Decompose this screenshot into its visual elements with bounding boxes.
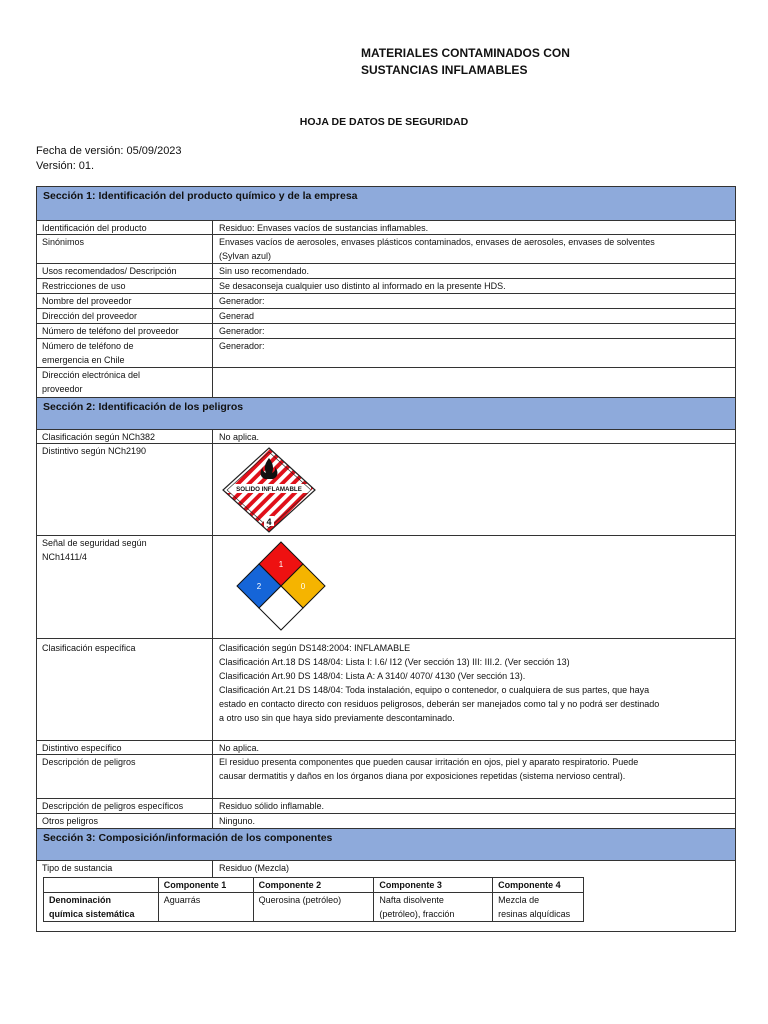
row-label bbox=[37, 536, 213, 638]
classification-line: Clasificación Art.90 DS 148/04: Lista A: A 3140/ 4070/ 4130 (Ver sección 13). bbox=[219, 671, 526, 681]
components-header: Componente 2 bbox=[253, 878, 374, 893]
placard-class-number: 4 bbox=[266, 517, 272, 527]
table-row bbox=[37, 741, 735, 755]
components-header-corner bbox=[44, 878, 159, 893]
row-value bbox=[213, 444, 735, 535]
row-value: Sin uso recomendado. bbox=[219, 266, 310, 276]
table-row bbox=[37, 444, 735, 536]
row-label: Clasificación específica bbox=[37, 639, 213, 740]
row-label: Tipo de sustancia bbox=[37, 861, 213, 877]
nfpa-instability-value: 0 bbox=[300, 582, 306, 591]
row-label: Identificación del producto bbox=[37, 221, 213, 234]
row-value-line: El residuo presenta componentes que pueden causar irritación en ojos, piel y aparato respiratorio. Puede bbox=[219, 757, 639, 767]
table-row bbox=[37, 814, 735, 828]
table-row bbox=[37, 221, 735, 235]
component-cell-line: Aguarrás bbox=[163, 895, 201, 905]
row-label-line: emergencia en Chile bbox=[42, 355, 125, 365]
document-title-line-2: SUSTANCIAS INFLAMABLES bbox=[361, 63, 528, 77]
document-title bbox=[361, 45, 681, 79]
table-row bbox=[37, 339, 735, 368]
table-row bbox=[44, 893, 584, 922]
table-row bbox=[37, 861, 735, 877]
table-row bbox=[37, 639, 735, 741]
classification-line: Clasificación Art.18 DS 148/04: Lista I: I.6/ I12 (Ver sección 13) III: III.2. (Ver sección 13) bbox=[219, 657, 570, 667]
row-label bbox=[37, 368, 213, 397]
row-value: Generador: bbox=[219, 296, 265, 306]
nfpa-flammability-value: 1 bbox=[278, 560, 284, 569]
row-label-line: Señal de seguridad según bbox=[42, 538, 147, 548]
components-row-label-line: química sistemática bbox=[49, 909, 135, 919]
table-row bbox=[37, 755, 735, 799]
row-value: Generador: bbox=[219, 341, 265, 351]
table-row bbox=[37, 279, 735, 294]
row-label: Restricciones de uso bbox=[37, 279, 213, 293]
row-value bbox=[213, 755, 735, 798]
classification-line: Clasificación Art.21 DS 148/04: Toda instalación, equipo o contenedor, o cualquiera de sus partes, que haya bbox=[219, 685, 650, 695]
table-row bbox=[37, 430, 735, 444]
row-value: Residuo: Envases vacíos de sustancias inflamables. bbox=[219, 223, 429, 233]
components-header: Componente 3 bbox=[374, 878, 493, 893]
row-label: Usos recomendados/ Descripción bbox=[37, 264, 213, 278]
section-2-title: Sección 2: Identificación de los peligros bbox=[43, 401, 244, 413]
table-row bbox=[37, 799, 735, 814]
components-row-label-line: Denominación bbox=[49, 895, 112, 905]
row-label-line: proveedor bbox=[42, 384, 83, 394]
table-row bbox=[37, 264, 735, 279]
row-label: Descripción de peligros bbox=[37, 755, 213, 798]
component-cell bbox=[493, 893, 584, 922]
row-label-line: Dirección electrónica del bbox=[42, 370, 141, 380]
placard-text: SOLIDO INFLAMABLE bbox=[236, 486, 302, 493]
component-cell-line: Nafta disolvente bbox=[379, 895, 444, 905]
components-header: Componente 1 bbox=[158, 878, 253, 893]
section-3-header bbox=[37, 828, 735, 861]
table-row bbox=[37, 368, 735, 397]
row-label: Distintivo según NCh2190 bbox=[37, 444, 213, 535]
row-value: Se desaconseja cualquier uso distinto al informado en la presente HDS. bbox=[219, 281, 506, 291]
row-value: Generador: bbox=[219, 326, 265, 336]
nfpa-diamond bbox=[233, 540, 329, 640]
flammable-solid-placard bbox=[219, 446, 319, 538]
table-row bbox=[37, 536, 735, 639]
row-value-line: causar dermatitis y daños en los órganos diana por exposiciones repetidas (sistema nervioso central). bbox=[219, 771, 626, 781]
row-label: Clasificación según NCh382 bbox=[37, 430, 213, 443]
safety-data-table bbox=[36, 186, 736, 932]
row-value-line: Envases vacíos de aerosoles, envases plásticos contaminados, envases de aerosoles, envases de solventes bbox=[219, 237, 655, 247]
row-value bbox=[213, 639, 735, 740]
row-label: Descripción de peligros específicos bbox=[37, 799, 213, 813]
row-label: Sinónimos bbox=[37, 235, 213, 263]
component-cell-line: (petróleo), fracción bbox=[379, 909, 455, 919]
table-row bbox=[37, 309, 735, 324]
row-value: Residuo sólido inflamable. bbox=[219, 801, 325, 811]
sheet-heading: HOJA DE DATOS DE SEGURIDAD bbox=[299, 116, 469, 128]
row-value: No aplica. bbox=[219, 743, 260, 753]
row-label: Distintivo específico bbox=[37, 741, 213, 754]
table-row bbox=[37, 235, 735, 264]
component-cell-line: Querosina (petróleo) bbox=[258, 895, 342, 905]
row-label-line: Número de teléfono de bbox=[42, 341, 134, 351]
row-label: Otros peligros bbox=[37, 814, 213, 828]
section-2-header bbox=[37, 397, 735, 430]
classification-line: estado en contacto directo con residuos peligrosos, deberán ser manejados como tal y no podrá ser destinado bbox=[219, 699, 660, 709]
row-label: Dirección del proveedor bbox=[37, 309, 213, 323]
component-cell bbox=[253, 893, 374, 922]
row-value: No aplica. bbox=[219, 432, 260, 442]
components-row-label bbox=[44, 893, 159, 922]
document-title-line-1: MATERIALES CONTAMINADOS CON bbox=[361, 46, 570, 60]
row-label bbox=[37, 339, 213, 367]
component-cell-line: resinas alquídicas bbox=[498, 909, 571, 919]
version-number: Versión: 01. bbox=[36, 160, 95, 172]
row-value bbox=[213, 235, 735, 263]
components-header: Componente 4 bbox=[493, 878, 584, 893]
version-date: Fecha de versión: 05/09/2023 bbox=[36, 145, 182, 157]
components-table bbox=[43, 877, 584, 922]
row-value bbox=[213, 536, 735, 638]
components-header-row bbox=[44, 878, 584, 893]
section-1-title: Sección 1: Identificación del producto químico y de la empresa bbox=[43, 190, 358, 202]
classification-line: a otro uso sin que haya sido previamente descontaminado. bbox=[219, 713, 455, 723]
version-info bbox=[36, 144, 182, 174]
section-1-header bbox=[37, 187, 735, 221]
row-label-line: NCh1411/4 bbox=[42, 552, 87, 562]
row-label: Nombre del proveedor bbox=[37, 294, 213, 308]
classification-line: Clasificación según DS148:2004: INFLAMABLE bbox=[219, 643, 411, 653]
nfpa-health-value: 2 bbox=[256, 582, 262, 591]
row-value-line: (Sylvan azul) bbox=[219, 251, 272, 261]
row-value: Residuo (Mezcla) bbox=[219, 863, 290, 873]
component-cell-line: Mezcla de bbox=[498, 895, 540, 905]
row-value: Generad bbox=[219, 311, 255, 321]
table-row bbox=[37, 294, 735, 309]
section-3-title: Sección 3: Composición/información de los componentes bbox=[43, 832, 333, 844]
row-value bbox=[213, 368, 735, 397]
row-label: Número de teléfono del proveedor bbox=[37, 324, 213, 338]
table-row bbox=[37, 324, 735, 339]
component-cell bbox=[158, 893, 253, 922]
row-value: Ninguno. bbox=[219, 816, 256, 826]
component-cell bbox=[374, 893, 493, 922]
